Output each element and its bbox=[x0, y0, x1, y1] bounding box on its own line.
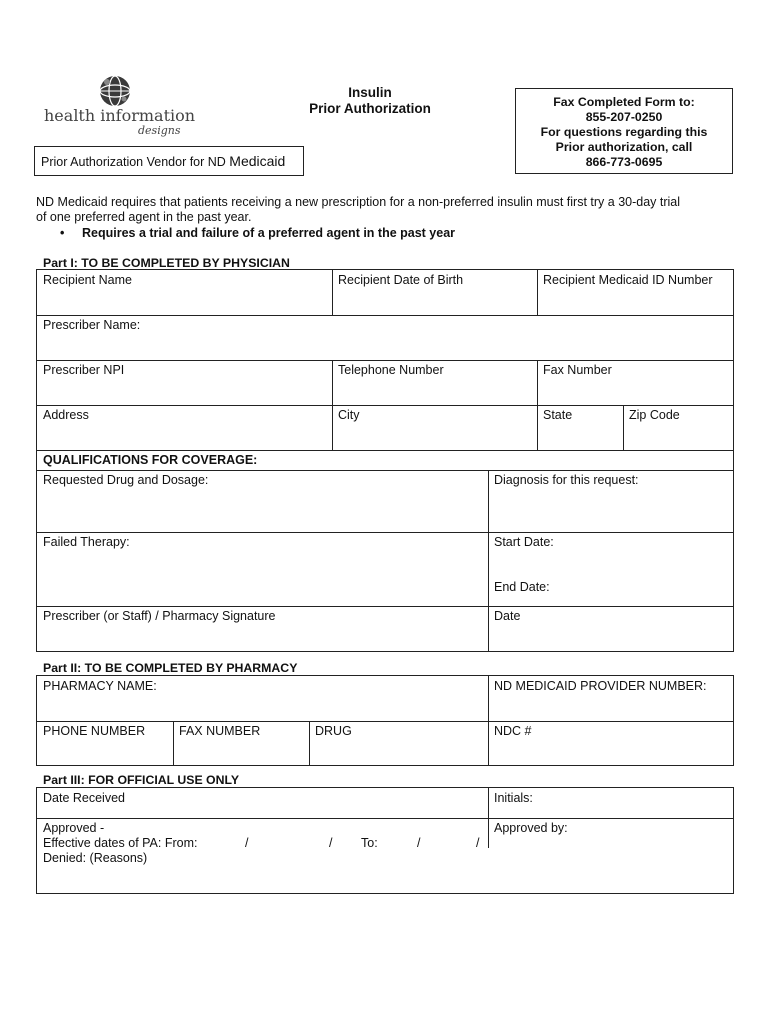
telephone-field[interactable]: Telephone Number bbox=[338, 363, 444, 377]
provider-number-field[interactable]: ND MEDICAID PROVIDER NUMBER: bbox=[494, 679, 707, 693]
bullet-icon: • bbox=[60, 226, 65, 240]
failed-therapy-field[interactable]: Failed Therapy: bbox=[43, 535, 130, 549]
from-slash-1: / bbox=[245, 836, 249, 850]
signature-field[interactable]: Prescriber (or Staff) / Pharmacy Signature bbox=[43, 609, 276, 623]
title-line-1: Insulin bbox=[348, 85, 392, 100]
company-logo bbox=[40, 74, 196, 137]
fax-info-box bbox=[515, 88, 733, 174]
requirement-bullet bbox=[60, 226, 455, 241]
fax-line-4: Prior authorization, call bbox=[555, 140, 693, 154]
recipient-dob-field[interactable]: Recipient Date of Birth bbox=[338, 273, 464, 287]
approved-by-field[interactable]: Approved by: bbox=[494, 821, 568, 835]
ndc-field[interactable]: NDC # bbox=[494, 724, 532, 738]
to-slash-2: / bbox=[476, 836, 480, 850]
recipient-id-field[interactable]: Recipient Medicaid ID Number bbox=[543, 273, 713, 287]
fax-number-field[interactable]: Fax Number bbox=[543, 363, 612, 377]
part2-table bbox=[36, 675, 734, 766]
intro-line-2: of one preferred agent in the past year. bbox=[36, 210, 252, 224]
fax-line-1: Fax Completed Form to: bbox=[553, 95, 695, 109]
diagnosis-field[interactable]: Diagnosis for this request: bbox=[494, 473, 639, 487]
title-line-2: Prior Authorization bbox=[309, 101, 431, 116]
effective-dates-label: Effective dates of PA: From: bbox=[43, 836, 198, 850]
pharmacy-phone-field[interactable]: PHONE NUMBER bbox=[43, 724, 146, 738]
part3-heading: Part III: FOR OFFICIAL USE ONLY bbox=[43, 773, 240, 787]
from-slash-2: / bbox=[329, 836, 333, 850]
prescriber-npi-field[interactable]: Prescriber NPI bbox=[43, 363, 125, 377]
start-date-field[interactable]: Start Date: bbox=[494, 535, 554, 549]
pharmacy-name-field[interactable]: PHARMACY NAME: bbox=[43, 679, 157, 693]
form-title bbox=[290, 85, 450, 117]
recipient-name-field[interactable]: Recipient Name bbox=[43, 273, 132, 287]
fax-line-3: For questions regarding this bbox=[540, 125, 708, 139]
signature-date-field[interactable]: Date bbox=[494, 609, 521, 623]
denied-reasons-field[interactable]: Denied: (Reasons) bbox=[43, 851, 148, 865]
state-field[interactable]: State bbox=[543, 408, 573, 422]
prescriber-name-field[interactable]: Prescriber Name: bbox=[43, 318, 141, 332]
fax-line-5: 866-773-0695 bbox=[585, 155, 663, 169]
drug-field[interactable]: DRUG bbox=[315, 724, 352, 738]
date-received-field[interactable]: Date Received bbox=[43, 791, 125, 805]
globe-logo-icon bbox=[98, 74, 132, 108]
part1-heading: Part I: TO BE COMPLETED BY PHYSICIAN bbox=[43, 256, 290, 270]
to-label: To: bbox=[361, 836, 378, 850]
zip-field[interactable]: Zip Code bbox=[629, 408, 680, 422]
drug-dosage-field[interactable]: Requested Drug and Dosage: bbox=[43, 473, 209, 487]
to-slash-1: / bbox=[417, 836, 421, 850]
logo-text-main: health information bbox=[44, 106, 196, 125]
end-date-field[interactable]: End Date: bbox=[494, 580, 550, 594]
vendor-prefix: Prior Authorization Vendor for ND bbox=[41, 155, 230, 169]
qualifications-heading: QUALIFICATIONS FOR COVERAGE: bbox=[43, 453, 258, 467]
intro-line-1: ND Medicaid requires that patients receiving a new prescription for a non-preferred insulin must first try a 30-day trial bbox=[36, 195, 681, 209]
part1-table bbox=[36, 269, 734, 652]
fax-line-2: 855-207-0250 bbox=[585, 110, 663, 124]
bullet-text: Requires a trial and failure of a preferred agent in the past year bbox=[82, 226, 456, 240]
intro-text bbox=[36, 195, 736, 225]
vendor-name: Medicaid bbox=[229, 153, 286, 169]
city-field[interactable]: City bbox=[338, 408, 360, 422]
pharmacy-fax-field[interactable]: FAX NUMBER bbox=[179, 724, 261, 738]
logo-text-sub: designs bbox=[138, 124, 181, 137]
part3-table bbox=[36, 787, 734, 894]
vendor-box bbox=[34, 146, 304, 176]
address-field[interactable]: Address bbox=[43, 408, 89, 422]
part2-heading: Part II: TO BE COMPLETED BY PHARMACY bbox=[43, 661, 298, 675]
approved-label: Approved - bbox=[43, 821, 105, 835]
initials-field[interactable]: Initials: bbox=[494, 791, 533, 805]
